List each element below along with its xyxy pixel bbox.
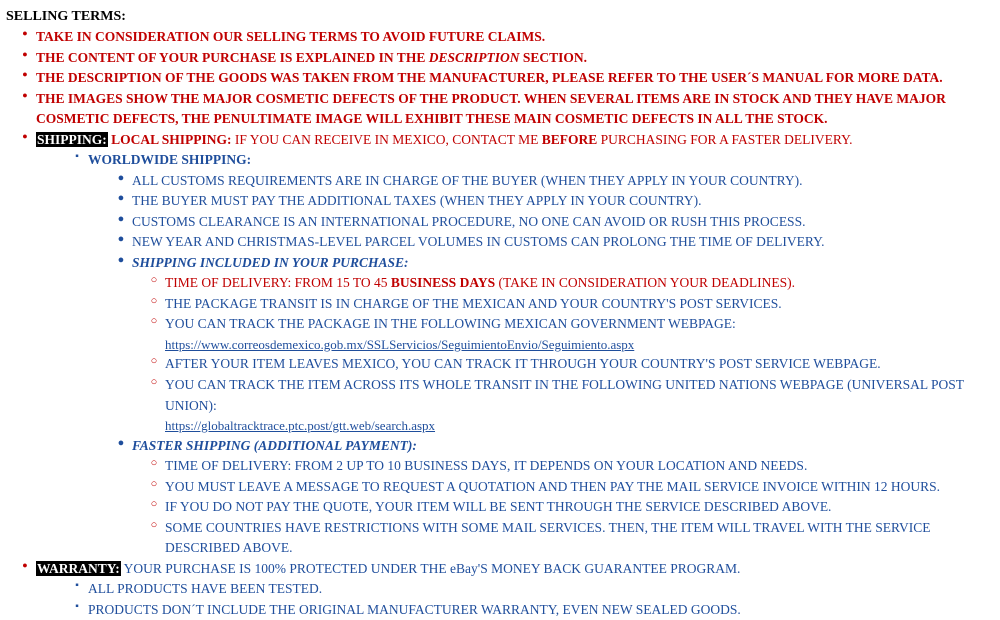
warranty-line [36, 559, 1000, 580]
list-item [0, 48, 1000, 69]
warranty-section [0, 559, 1000, 580]
bullet-icon: ▪ [75, 580, 79, 592]
included-upu-text: YOU CAN TRACK THE ITEM ACROSS ITS WHOLE TRANSIT IN THE FOLLOWING UNITED NATIONS WEBPAGE (UNIVERSAL POST UNION): [165, 377, 964, 413]
bullet-icon: ● [22, 559, 28, 570]
shipping-included-header [0, 253, 1000, 274]
worldwide-item-taxes: THE BUYER MUST PAY THE ADDITIONAL TAXES (WHEN THEY APPLY IN YOUR COUNTRY). [132, 193, 702, 209]
list-item [0, 477, 1000, 498]
worldwide-shipping-header [0, 150, 1000, 171]
list-item [0, 600, 1000, 620]
bullet-icon: ▪ [75, 151, 79, 163]
warranty-label-badge: WARRANTY: [37, 560, 120, 576]
included-item-country-tracking: AFTER YOUR ITEM LEAVES MEXICO, YOU CAN TRACK IT THROUGH YOUR COUNTRY'S POST SERVICE WEBPAGE. [165, 356, 881, 372]
list-item [0, 354, 1000, 375]
bullet-icon: ○ [150, 274, 158, 287]
term-images: THE IMAGES SHOW THE MAJOR COSMETIC DEFECTS OF THE PRODUCT. WHEN SEVERAL ITEMS ARE IN STOCK AND THEY HAVE MAJOR COSMETIC DEFECTS, THE PENULTIMATE IMAGE WILL EXHIBIT THESE MAIN COSMETIC DEFECTS IN ALL THE STOCK. [36, 90, 946, 127]
included-item-transit: THE PACKAGE TRANSIT IS IN CHARGE OF THE MEXICAN AND YOUR COUNTRY'S POST SERVICES. [165, 295, 782, 311]
bullet-icon: ○ [150, 315, 158, 328]
term-manual: THE DESCRIPTION OF THE GOODS WAS TAKEN FROM THE MANUFACTURER, PLEASE REFER TO THE USER´S MANUAL FOR MORE DATA. [36, 70, 943, 86]
list-item [0, 497, 1000, 518]
local-shipping-label: LOCAL SHIPPING: [107, 131, 232, 147]
list-item [0, 518, 1000, 559]
list-item [0, 375, 1000, 436]
included-delivery-pre: TIME OF DELIVERY: FROM 15 TO 45 [165, 275, 391, 291]
list-item [0, 212, 1000, 233]
bullet-icon: ○ [150, 477, 158, 490]
mexican-tracking-link[interactable]: https://www.correosdemexico.gob.mx/SSLServicios/SeguimientoEnvio/Seguimiento.aspx [165, 336, 635, 352]
list-item [0, 294, 1000, 315]
warranty-item-tested: ALL PRODUCTS HAVE BEEN TESTED. [88, 581, 323, 597]
included-item-upu-tracking [165, 375, 1000, 436]
included-delivery-post: (TAKE IN CONSIDERATION YOUR DEADLINES). [495, 275, 795, 291]
term-content-pre: THE CONTENT OF YOUR PURCHASE IS EXPLAINED IN THE [36, 49, 429, 65]
bullet-icon: ● [117, 171, 125, 184]
faster-item-quotation: YOU MUST LEAVE A MESSAGE TO REQUEST A QUOTATION AND THEN PAY THE MAIL SERVICE INVOICE WITHIN 12 HOURS. [165, 478, 941, 494]
included-item-delivery-time [165, 273, 1000, 294]
shipping-local-line [36, 130, 1000, 151]
bullet-icon: ○ [150, 376, 158, 388]
bullet-icon: ● [22, 69, 28, 80]
upu-tracking-link[interactable]: https://globaltracktrace.ptc.post/gtt.web/search.aspx [165, 418, 436, 434]
faster-item-restrictions: SOME COUNTRIES HAVE RESTRICTIONS WITH SOME MAIL SERVICES. THEN, THE ITEM WILL TRAVEL WITH THE SERVICE DESCRIBED ABOVE. [165, 519, 931, 556]
list-item [0, 68, 1000, 89]
bullet-icon: ○ [150, 518, 158, 531]
list-item [0, 456, 1000, 477]
list-item [0, 171, 1000, 192]
included-item-mexican-tracking [165, 314, 1000, 354]
local-shipping-text-1: IF YOU CAN RECEIVE IN MEXICO, CONTACT ME [231, 131, 542, 147]
bullet-icon: ● [117, 233, 125, 246]
faster-shipping-header [0, 436, 1000, 457]
worldwide-shipping-label: WORLDWIDE SHIPPING: [88, 152, 252, 168]
warranty-text: YOUR PURCHASE IS 100% PROTECTED UNDER THE eBay'S MONEY BACK GUARANTEE PROGRAM. [120, 560, 741, 576]
shipping-section [0, 130, 1000, 151]
faster-item-unpaid-quote: IF YOU DO NOT PAY THE QUOTE, YOUR ITEM WILL BE SENT THROUGH THE SERVICE DESCRIBED ABOVE. [165, 499, 832, 515]
included-delivery-bold: BUSINESS DAYS [390, 275, 496, 291]
list-item [0, 314, 1000, 354]
warranty-item-no-manufacturer-warranty: PRODUCTS DON´T INCLUDE THE ORIGINAL MANUFACTURER WARRANTY, EVEN NEW SEALED GOODS. [88, 601, 741, 617]
faster-shipping-label: FASTER SHIPPING (ADDITIONAL PAYMENT): [132, 437, 417, 453]
term-content-emphasis: DESCRIPTION [428, 49, 520, 65]
worldwide-item-clearance: CUSTOMS CLEARANCE IS AN INTERNATIONAL PROCEDURE, NO ONE CAN AVOID OR RUSH THIS PROCESS. [132, 213, 806, 229]
list-item [0, 191, 1000, 212]
local-shipping-emphasis: BEFORE [541, 131, 598, 147]
worldwide-item-holidays: NEW YEAR AND CHRISTMAS-LEVEL PARCEL VOLUMES IN CUSTOMS CAN PROLONG THE TIME OF DELIVERY. [132, 234, 825, 250]
bullet-icon: ○ [150, 498, 158, 511]
list-item [0, 89, 1000, 130]
bullet-icon: ● [117, 212, 125, 225]
list-item [0, 273, 1000, 294]
bullet-icon: ● [22, 130, 28, 141]
bullet-icon: ● [22, 89, 28, 100]
bullet-icon: ○ [150, 355, 158, 368]
term-content [36, 48, 1000, 69]
bullet-icon: ● [22, 48, 28, 59]
list-item [0, 579, 1000, 600]
bullet-icon: ○ [150, 294, 158, 307]
bullet-icon: ● [117, 253, 125, 266]
shipping-included-label: SHIPPING INCLUDED IN YOUR PURCHASE: [132, 254, 409, 270]
local-shipping-text-2: PURCHASING FOR A FASTER DELIVERY. [597, 131, 853, 147]
bullet-icon: ● [22, 28, 28, 38]
bullet-icon: ▪ [75, 600, 79, 612]
shipping-label-badge: SHIPPING: [37, 131, 107, 147]
worldwide-item-customs: ALL CUSTOMS REQUIREMENTS ARE IN CHARGE OF THE BUYER (WHEN THEY APPLY IN YOUR COUNTRY). [132, 172, 803, 188]
list-item [0, 232, 1000, 253]
bullet-icon: ○ [150, 457, 158, 470]
term-content-post: SECTION. [519, 49, 588, 65]
faster-item-delivery-time: TIME OF DELIVERY: FROM 2 UP TO 10 BUSINESS DAYS, IT DEPENDS ON YOUR LOCATION AND NEEDS. [165, 458, 808, 474]
bullet-icon: ● [117, 436, 125, 449]
term-claims: TAKE IN CONSIDERATION OUR SELLING TERMS TO AVOID FUTURE CLAIMS. [36, 29, 546, 44]
list-item [0, 27, 1000, 48]
bullet-icon: ● [117, 192, 125, 205]
included-tracking-text: YOU CAN TRACK THE PACKAGE IN THE FOLLOWING MEXICAN GOVERNMENT WEBPAGE: [165, 316, 736, 332]
page-title: SELLING TERMS: [6, 9, 126, 24]
